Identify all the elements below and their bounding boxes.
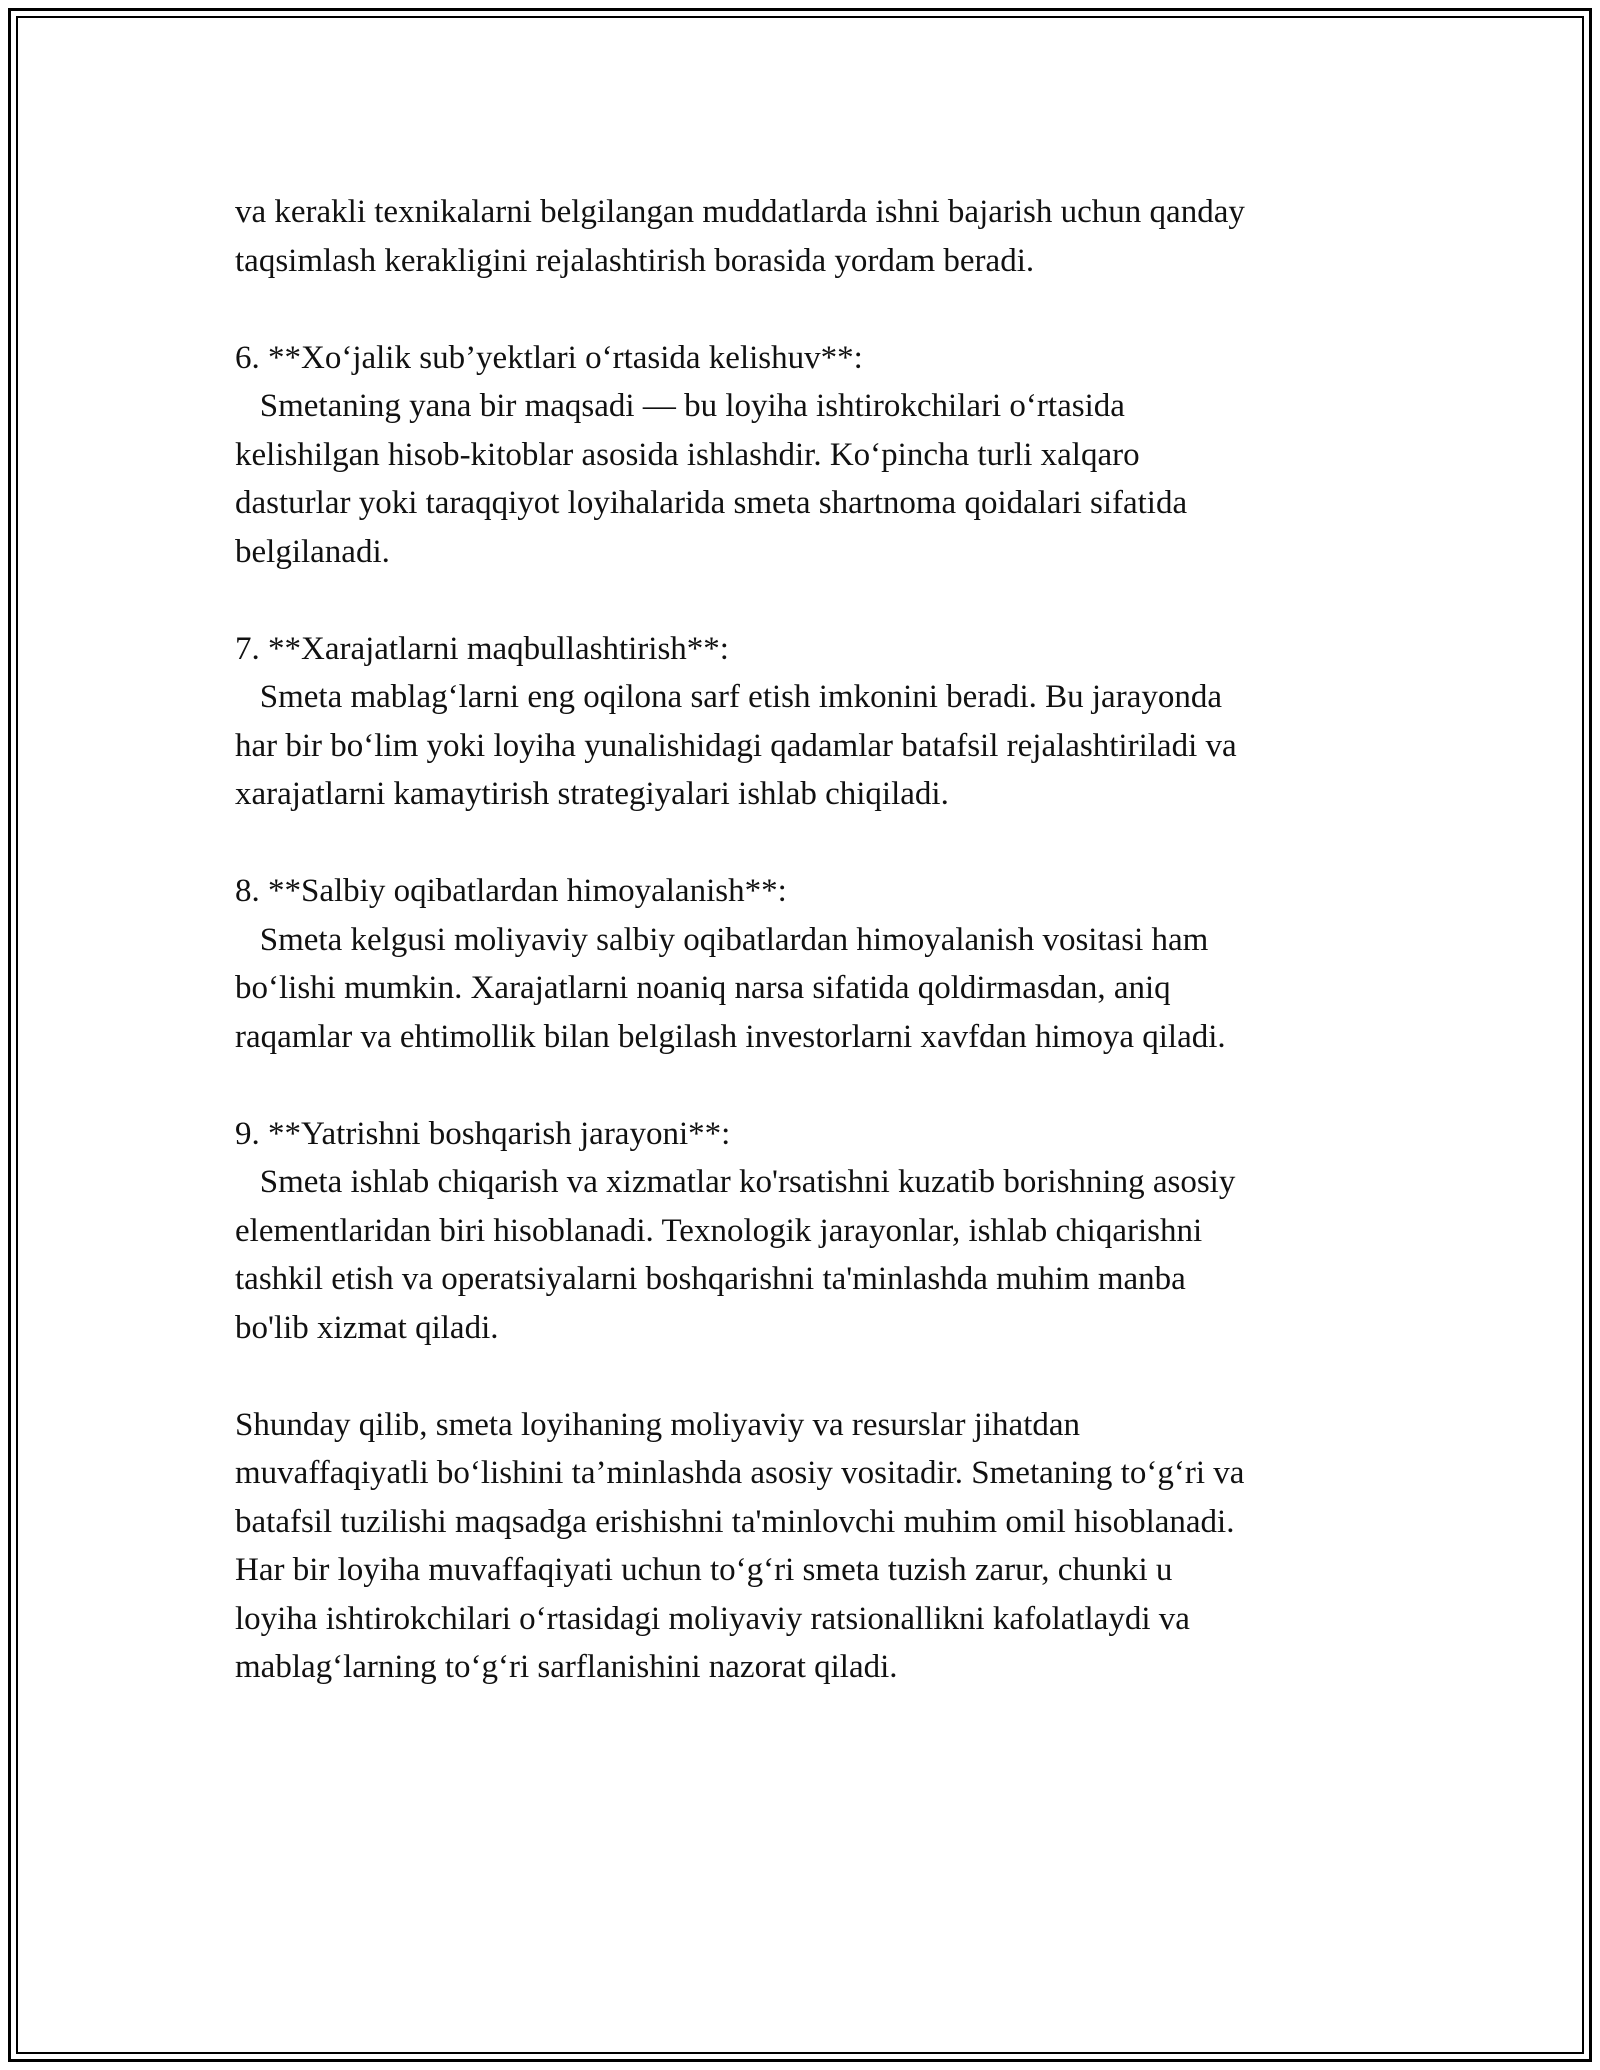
text-line: har bir bo‘lim yoki loyiha yunalishidagi qadamlar batafsil rejalashtiriladi va xyxy=(235,727,1237,764)
text-line: batafsil tuzilishi maqsadga erishishni ta'minlovchi muhim omil hisoblanadi. xyxy=(235,1503,1235,1540)
list-item-6 xyxy=(235,334,1375,577)
item-heading: 9. **Yatrishni boshqarish jarayoni**: xyxy=(235,1115,731,1152)
text-line: muvaffaqiyatli bo‘lishini ta’minlashda asosiy vositadir. Smetaning to‘g‘ri va xyxy=(235,1455,1245,1491)
document-body xyxy=(235,188,1375,1692)
text-line: mablag‘larning to‘g‘ri sarflanishini nazorat qiladi. xyxy=(235,1649,898,1685)
text-line: va kerakli texnikalarni belgilangan muddatlarda ishni bajarish uchun qanday xyxy=(235,194,1245,230)
text-line: xarajatlarni kamaytirish strategiyalari ishlab chiqiladi. xyxy=(235,776,949,812)
text-line: kelishilgan hisob-kitoblar asosida ishlashdir. Ko‘pincha turli xalqaro xyxy=(235,436,1140,473)
list-item-9 xyxy=(235,1110,1375,1353)
text-line: bo‘lishi mumkin. Xarajatlarni noaniq narsa sifatida qoldirmasdan, aniq xyxy=(235,970,1171,1006)
text-line: Shunday qilib, smeta loyihaning moliyaviy va resurslar jihatdan xyxy=(235,1406,1081,1443)
text-line: raqamlar va ehtimollik bilan belgilash investorlarni xavfdan himoya qiladi. xyxy=(235,1018,1226,1055)
text-line: tashkil etish va operatsiyalarni boshqarishni ta'minlashda muhim manba xyxy=(235,1261,1186,1297)
item-heading: 8. **Salbiy oqibatlardan himoyalanish**: xyxy=(235,873,787,909)
text-line: loyiha ishtirokchilari o‘rtasidagi moliyaviy ratsionallikni kafolatlaydi va xyxy=(235,1600,1190,1637)
text-line: Har bir loyiha muvaffaqiyati uchun to‘g‘ri smeta tuzish zarur, chunki u xyxy=(235,1552,1173,1588)
intro-paragraph xyxy=(235,188,1375,285)
item-heading: 6. **Xo‘jalik sub’yektlari o‘rtasida kelishuv**: xyxy=(235,339,863,376)
text-line: Smeta mablag‘larni eng oqilona sarf etish imkonini beradi. Bu jarayonda xyxy=(235,679,1222,715)
text-line: dasturlar yoki taraqqiyot loyihalarida smeta shartnoma qoidalari sifatida xyxy=(235,485,1188,521)
list-item-8 xyxy=(235,867,1375,1061)
text-line: Smeta kelgusi moliyaviy salbiy oqibatlardan himoyalanish vositasi ham xyxy=(235,921,1209,958)
conclusion-paragraph xyxy=(235,1401,1375,1692)
text-line: elementlaridan biri hisoblanadi. Texnologik jarayonlar, ishlab chiqarishni xyxy=(235,1212,1203,1249)
text-line: taqsimlash kerakligini rejalashtirish borasida yordam beradi. xyxy=(235,242,1035,279)
text-line: Smetaning yana bir maqsadi — bu loyiha ishtirokchilari o‘rtasida xyxy=(235,388,1125,424)
list-item-7 xyxy=(235,625,1375,819)
text-line: bo'lib xizmat qiladi. xyxy=(235,1309,499,1346)
text-line: Smeta ishlab chiqarish va xizmatlar ko'rsatishni kuzatib borishning asosiy xyxy=(235,1164,1236,1200)
text-line: belgilanadi. xyxy=(235,533,390,570)
item-heading: 7. **Xarajatlarni maqbullashtirish**: xyxy=(235,630,729,667)
